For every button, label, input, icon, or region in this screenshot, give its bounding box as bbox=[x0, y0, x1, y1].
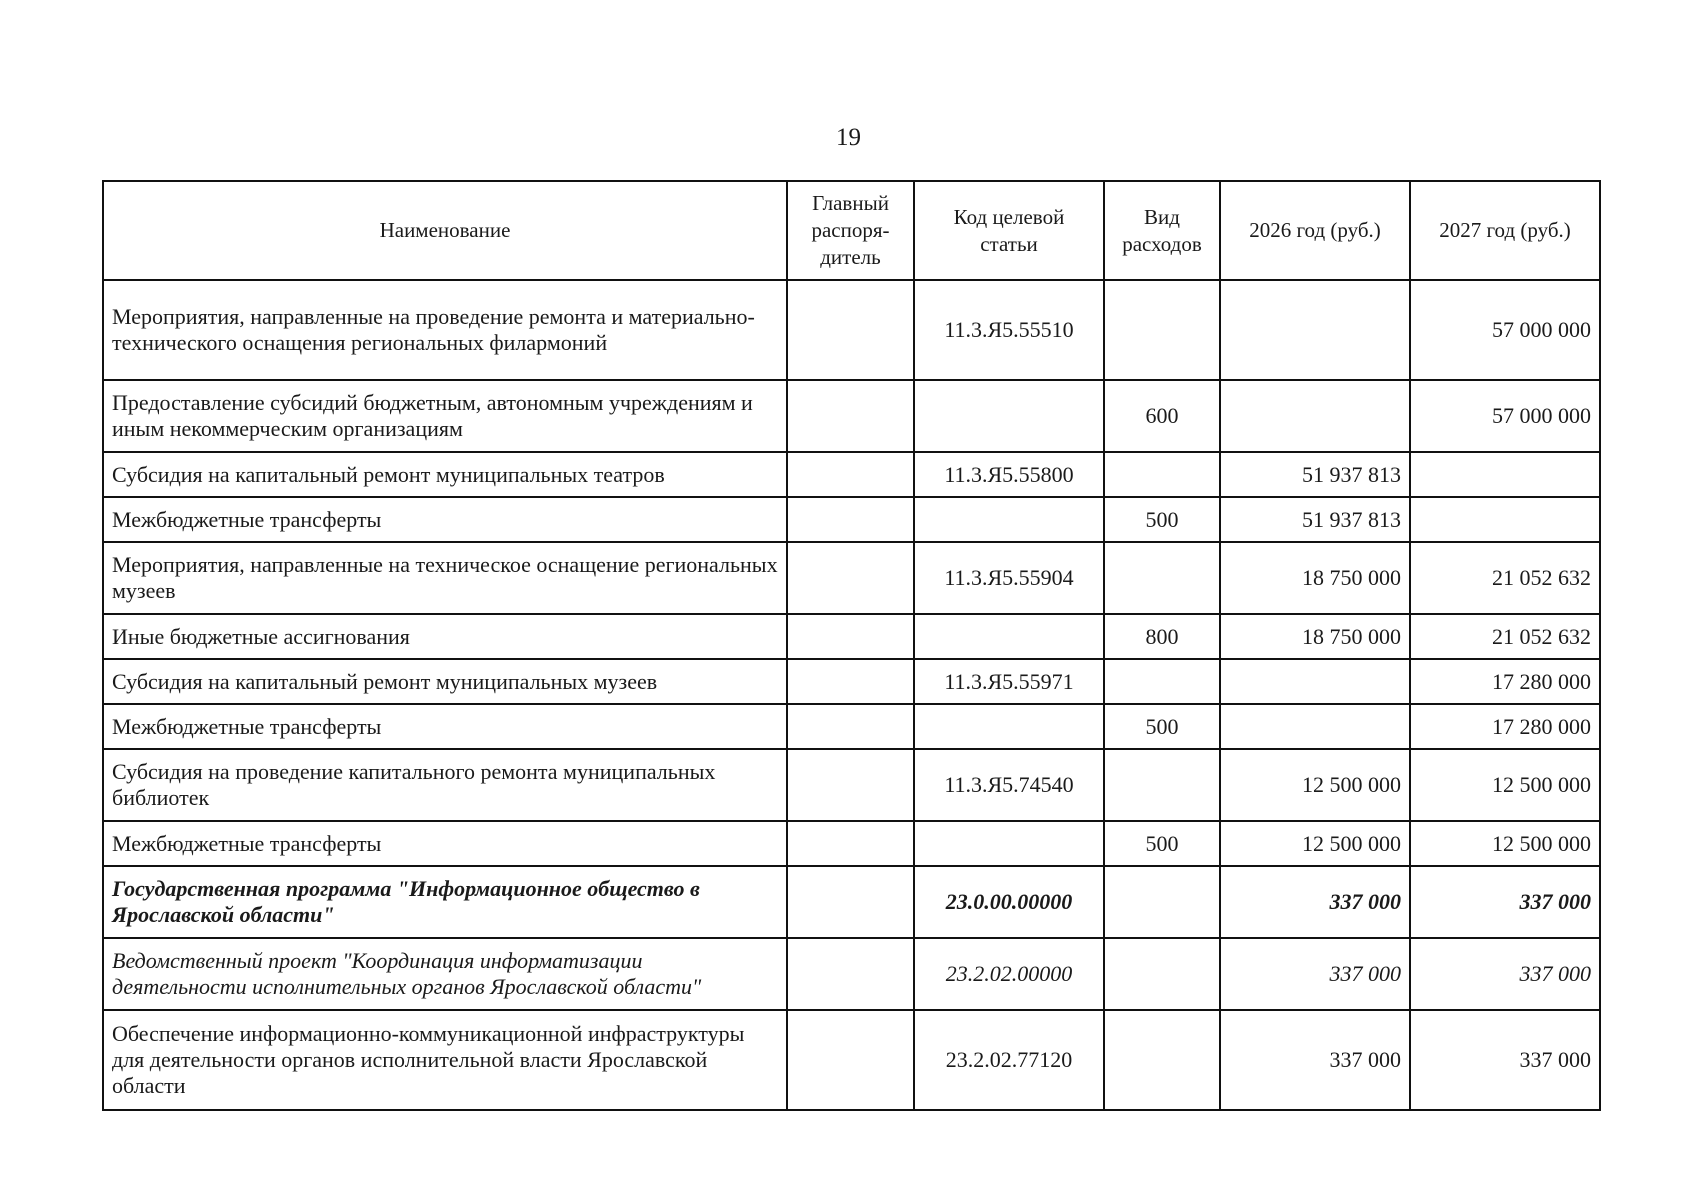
cell-2027 bbox=[1410, 497, 1600, 542]
cell-type bbox=[1104, 938, 1220, 1010]
table-row bbox=[103, 749, 1600, 821]
cell-name: Межбюджетные трансферты bbox=[103, 704, 787, 749]
cell-name: Предоставление субсидий бюджетным, автономным учреждениям и иным некоммерческим организациям bbox=[103, 380, 787, 452]
cell-2026: 51 937 813 bbox=[1220, 452, 1410, 497]
cell-name: Субсидия на капитальный ремонт муниципальных театров bbox=[103, 452, 787, 497]
cell-type bbox=[1104, 749, 1220, 821]
cell-2027: 337 000 bbox=[1410, 1010, 1600, 1110]
cell-2026: 18 750 000 bbox=[1220, 542, 1410, 614]
cell-2026 bbox=[1220, 280, 1410, 380]
cell-manager bbox=[787, 704, 914, 749]
cell-2026: 337 000 bbox=[1220, 1010, 1410, 1110]
cell-manager bbox=[787, 542, 914, 614]
cell-2026: 12 500 000 bbox=[1220, 821, 1410, 866]
cell-2026: 51 937 813 bbox=[1220, 497, 1410, 542]
cell-type bbox=[1104, 866, 1220, 938]
cell-manager bbox=[787, 866, 914, 938]
cell-manager bbox=[787, 280, 914, 380]
cell-name: Обеспечение информационно-коммуникационной инфраструктуры для деятельности органов исполнительной власти Ярославской области bbox=[103, 1010, 787, 1110]
table-row bbox=[103, 452, 1600, 497]
header-type: Вид расходов bbox=[1104, 181, 1220, 280]
cell-2027: 17 280 000 bbox=[1410, 704, 1600, 749]
cell-name: Межбюджетные трансферты bbox=[103, 497, 787, 542]
cell-manager bbox=[787, 1010, 914, 1110]
cell-name: Ведомственный проект "Координация информатизации деятельности исполнительных органов Ярославской области" bbox=[103, 938, 787, 1010]
table-row bbox=[103, 380, 1600, 452]
cell-code: 11.3.Я5.55904 bbox=[914, 542, 1104, 614]
cell-code bbox=[914, 380, 1104, 452]
table-row bbox=[103, 704, 1600, 749]
cell-2026: 337 000 bbox=[1220, 866, 1410, 938]
cell-code: 23.0.00.00000 bbox=[914, 866, 1104, 938]
cell-code: 23.2.02.00000 bbox=[914, 938, 1104, 1010]
table-header-row bbox=[103, 181, 1600, 280]
cell-2027: 12 500 000 bbox=[1410, 749, 1600, 821]
cell-code: 11.3.Я5.55971 bbox=[914, 659, 1104, 704]
table-row bbox=[103, 659, 1600, 704]
cell-type: 500 bbox=[1104, 497, 1220, 542]
cell-2027: 17 280 000 bbox=[1410, 659, 1600, 704]
cell-manager bbox=[787, 614, 914, 659]
cell-name: Мероприятия, направленные на техническое оснащение региональных музеев bbox=[103, 542, 787, 614]
cell-code: 23.2.02.77120 bbox=[914, 1010, 1104, 1110]
cell-code: 11.3.Я5.55510 bbox=[914, 280, 1104, 380]
cell-type: 800 bbox=[1104, 614, 1220, 659]
cell-2026 bbox=[1220, 380, 1410, 452]
header-2027: 2027 год (руб.) bbox=[1410, 181, 1600, 280]
cell-manager bbox=[787, 452, 914, 497]
cell-code bbox=[914, 614, 1104, 659]
cell-type: 600 bbox=[1104, 380, 1220, 452]
cell-type bbox=[1104, 1010, 1220, 1110]
table-row bbox=[103, 280, 1600, 380]
page-number: 19 bbox=[836, 124, 861, 151]
cell-2027: 57 000 000 bbox=[1410, 280, 1600, 380]
cell-2027: 21 052 632 bbox=[1410, 542, 1600, 614]
header-name: Наименование bbox=[103, 181, 787, 280]
header-code: Код целевой статьи bbox=[914, 181, 1104, 280]
table-row bbox=[103, 938, 1600, 1010]
cell-code bbox=[914, 704, 1104, 749]
cell-manager bbox=[787, 659, 914, 704]
cell-name: Иные бюджетные ассигнования bbox=[103, 614, 787, 659]
header-manager: Главный распоря-дитель bbox=[787, 181, 914, 280]
cell-2027: 21 052 632 bbox=[1410, 614, 1600, 659]
cell-2027: 337 000 bbox=[1410, 866, 1600, 938]
table-row bbox=[103, 821, 1600, 866]
cell-2026: 12 500 000 bbox=[1220, 749, 1410, 821]
cell-manager bbox=[787, 380, 914, 452]
table-row bbox=[103, 542, 1600, 614]
cell-2026 bbox=[1220, 704, 1410, 749]
cell-code: 11.3.Я5.74540 bbox=[914, 749, 1104, 821]
cell-name: Субсидия на капитальный ремонт муниципальных музеев bbox=[103, 659, 787, 704]
table-row bbox=[103, 1010, 1600, 1110]
cell-2026: 337 000 bbox=[1220, 938, 1410, 1010]
cell-type: 500 bbox=[1104, 704, 1220, 749]
cell-type bbox=[1104, 659, 1220, 704]
cell-manager bbox=[787, 821, 914, 866]
budget-table bbox=[102, 180, 1601, 1111]
cell-2027: 57 000 000 bbox=[1410, 380, 1600, 452]
header-2026: 2026 год (руб.) bbox=[1220, 181, 1410, 280]
cell-code bbox=[914, 497, 1104, 542]
cell-name: Субсидия на проведение капитального ремонта муниципальных библиотек bbox=[103, 749, 787, 821]
cell-type bbox=[1104, 542, 1220, 614]
table-row bbox=[103, 497, 1600, 542]
table-row bbox=[103, 614, 1600, 659]
cell-type bbox=[1104, 280, 1220, 380]
cell-name: Межбюджетные трансферты bbox=[103, 821, 787, 866]
table-row bbox=[103, 866, 1600, 938]
cell-manager bbox=[787, 938, 914, 1010]
cell-type bbox=[1104, 452, 1220, 497]
cell-2027 bbox=[1410, 452, 1600, 497]
cell-2027: 337 000 bbox=[1410, 938, 1600, 1010]
cell-name: Государственная программа "Информационное общество в Ярославской области" bbox=[103, 866, 787, 938]
cell-2026 bbox=[1220, 659, 1410, 704]
cell-name: Мероприятия, направленные на проведение ремонта и материально-технического оснащения региональных филармоний bbox=[103, 280, 787, 380]
cell-code bbox=[914, 821, 1104, 866]
cell-type: 500 bbox=[1104, 821, 1220, 866]
cell-code: 11.3.Я5.55800 bbox=[914, 452, 1104, 497]
cell-2026: 18 750 000 bbox=[1220, 614, 1410, 659]
cell-2027: 12 500 000 bbox=[1410, 821, 1600, 866]
cell-manager bbox=[787, 749, 914, 821]
cell-manager bbox=[787, 497, 914, 542]
